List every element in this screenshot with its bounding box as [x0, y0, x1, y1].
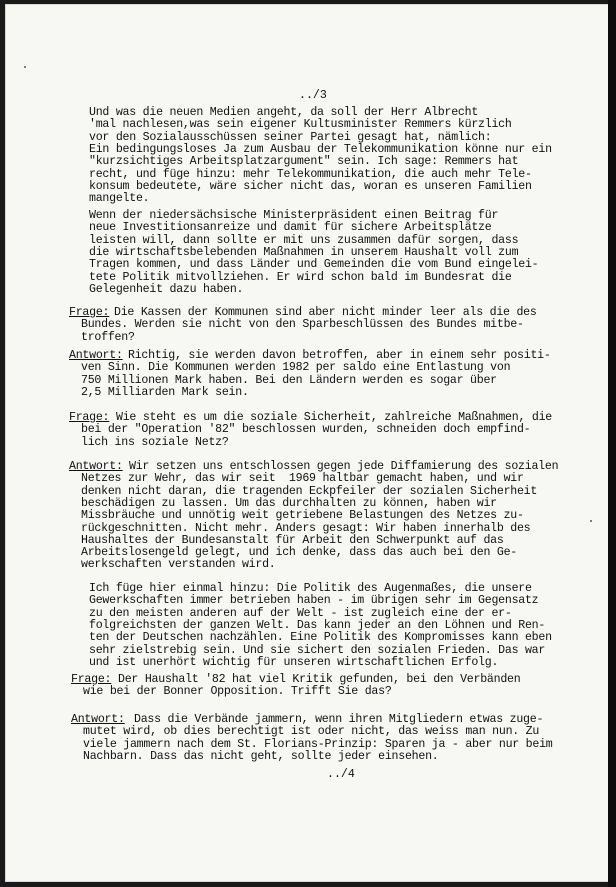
text-line: ven Sinn. Die Kommunen werden 1982 per saldo eine Entlastung von	[81, 361, 511, 375]
speaker-label: Antwort:	[69, 460, 123, 473]
text-line: rückgeschnitten. Nicht mehr. Anders gesagt: Wir haben innerhalb des	[81, 521, 531, 535]
text-line: leisten will, dann sollte er mit uns zusammen dafür sorgen, dass	[89, 233, 519, 247]
text-line: 2,5 Milliarden Mark sein.	[81, 385, 249, 399]
text-line: Wenn der niedersächsische Ministerpräsident einen Beitrag für	[89, 209, 499, 222]
text-line: Gelegenheit dazu haben.	[89, 282, 244, 296]
text-line: Die Kassen der Kommunen sind aber nicht minder leer als die des	[114, 306, 537, 319]
scan-speck	[590, 520, 592, 522]
page-mark-top: ../3	[299, 89, 327, 102]
speaker-label: Frage:	[69, 411, 110, 424]
scan-speck	[24, 66, 26, 68]
text-line: Haushaltes der Bundesanstalt für Arbeit den Schwerpunkt auf das	[81, 533, 504, 547]
text-line: Dass die Verbände jammern, wenn ihren Mitgliedern etwas zuge-	[134, 713, 544, 726]
text-line: vor den Sozialausschüssen seiner Partei gesagt hat, nämlich:	[89, 130, 492, 144]
text-line: Wir setzen uns entschlossen gegen jede Diffamierung des sozialen	[129, 460, 559, 473]
text-line: recht, und füge hinzu: mehr Telekommunikation, die auch mehr Tele-	[89, 167, 532, 181]
text-line: Arbeitslosengeld gelegt, und ich denke, dass das auch bei den Ge-	[81, 546, 517, 560]
text-line: folgreichsten der ganzen Welt. Das kann jeder an den Löhnen und Ren-	[89, 618, 546, 632]
text-line: zu den meisten anderen auf der Welt - ist zugleich eine der er-	[89, 606, 512, 620]
text-line: Ein bedingungsloses Ja zum Ausbau der Telekommunikation könne nur ein	[89, 142, 552, 156]
text-line: viele jammern nach dem St. Florians-Prinzip: Sparen ja - aber nur beim	[83, 737, 553, 751]
speaker-label: Frage:	[71, 673, 112, 686]
text-line: troffen?	[81, 330, 135, 344]
text-line: 750 Millionen Mark haben. Bei den Ländern werden es sogar über	[81, 373, 497, 387]
text-line: Wie steht es um die soziale Sicherheit, zahlreiche Maßnahmen, die	[116, 411, 552, 424]
text-line: Nachbarn. Dass das nicht geht, sollte jeder einsehen.	[83, 749, 439, 763]
text-line: 'mal nachlesen,was sein eigener Kultusminister Remmers kürzlich	[89, 118, 512, 132]
text-line: "kurzsichtiges Arbeitsplatzargument" sein. Ich sage: Remmers hat	[89, 155, 519, 169]
text-line: beschädigen zu lassen. Um das durchhalten zu können, haben wir	[81, 496, 497, 510]
text-line: neue Investitionsanreize und damit für sichere Arbeitsplätze	[89, 221, 492, 235]
text-line: die wirtschaftsbelebenden Maßnahmen in unserem Haushalt voll zum	[89, 245, 519, 259]
speaker-label: Antwort:	[69, 349, 123, 362]
speaker-label: Frage:	[69, 306, 110, 319]
text-line: konsum bedeutete, wäre sicher nicht das, woran es unseren Familien	[89, 179, 532, 193]
text-line: bei der "Operation '82" beschlossen wurden, schneiden doch empfind-	[81, 423, 531, 437]
text-line: und ist unerhört wichtig für unseren wirtschaftlichen Erfolg.	[89, 655, 499, 669]
text-line: Und was die neuen Medien angeht, da soll der Herr Albrecht	[89, 106, 479, 119]
page-mark-bottom: ../4	[327, 768, 355, 781]
text-line: Gewerkschaften immer betrieben haben - im übrigen sehr im Gegensatz	[89, 594, 539, 608]
text-line: Missbräuche und unnötig weit getriebene Belastungen des Netzes zu-	[81, 509, 524, 523]
scan-edge	[608, 0, 616, 887]
text-line: sehr zielstrebig sein. Und sie sichert den sozialen Frieden. Das war	[89, 643, 546, 657]
text-line: Netzes zur Wehr, das wir seit 1969 haltbar gemacht haben, und wir	[81, 472, 524, 486]
text-line: wie bei der Bonner Opposition. Trifft Sie das?	[83, 685, 392, 699]
text-line: mutet wird, ob dies berechtigt ist oder nicht, das weiss man nun. Zu	[83, 725, 540, 739]
text-line: werkschaften verstanden wird.	[81, 558, 276, 572]
text-line: Tragen kommen, und dass Länder und Gemeinden die vom Bund eingelei-	[89, 258, 539, 272]
text-line: Richtig, sie werden davon betroffen, aber in einem sehr positi-	[128, 349, 551, 362]
text-line: denken nicht daran, die tragenden Eckpfeiler der sozialen Sicherheit	[81, 484, 538, 498]
text-line: mangelte.	[89, 192, 150, 206]
text-line: Bundes. Werden sie nicht von den Sparbeschlüssen des Bundes mitbe-	[81, 318, 524, 332]
text-line: Ich füge hier einmal hinzu: Die Politik des Augenmaßes, die unsere	[89, 582, 532, 595]
text-line: ten der Deutschen nachzählen. Eine Politik des Kompromisses kann eben	[89, 631, 552, 645]
text-line: lich ins soziale Netz?	[81, 435, 229, 449]
text-line: Der Haushalt '82 hat viel Kritik gefunden, bei den Verbänden	[118, 673, 521, 686]
speaker-label: Antwort:	[71, 713, 125, 726]
text-line: tete Politik mitvollziehen. Er wird schon bald im Bundesrat die	[89, 270, 512, 284]
